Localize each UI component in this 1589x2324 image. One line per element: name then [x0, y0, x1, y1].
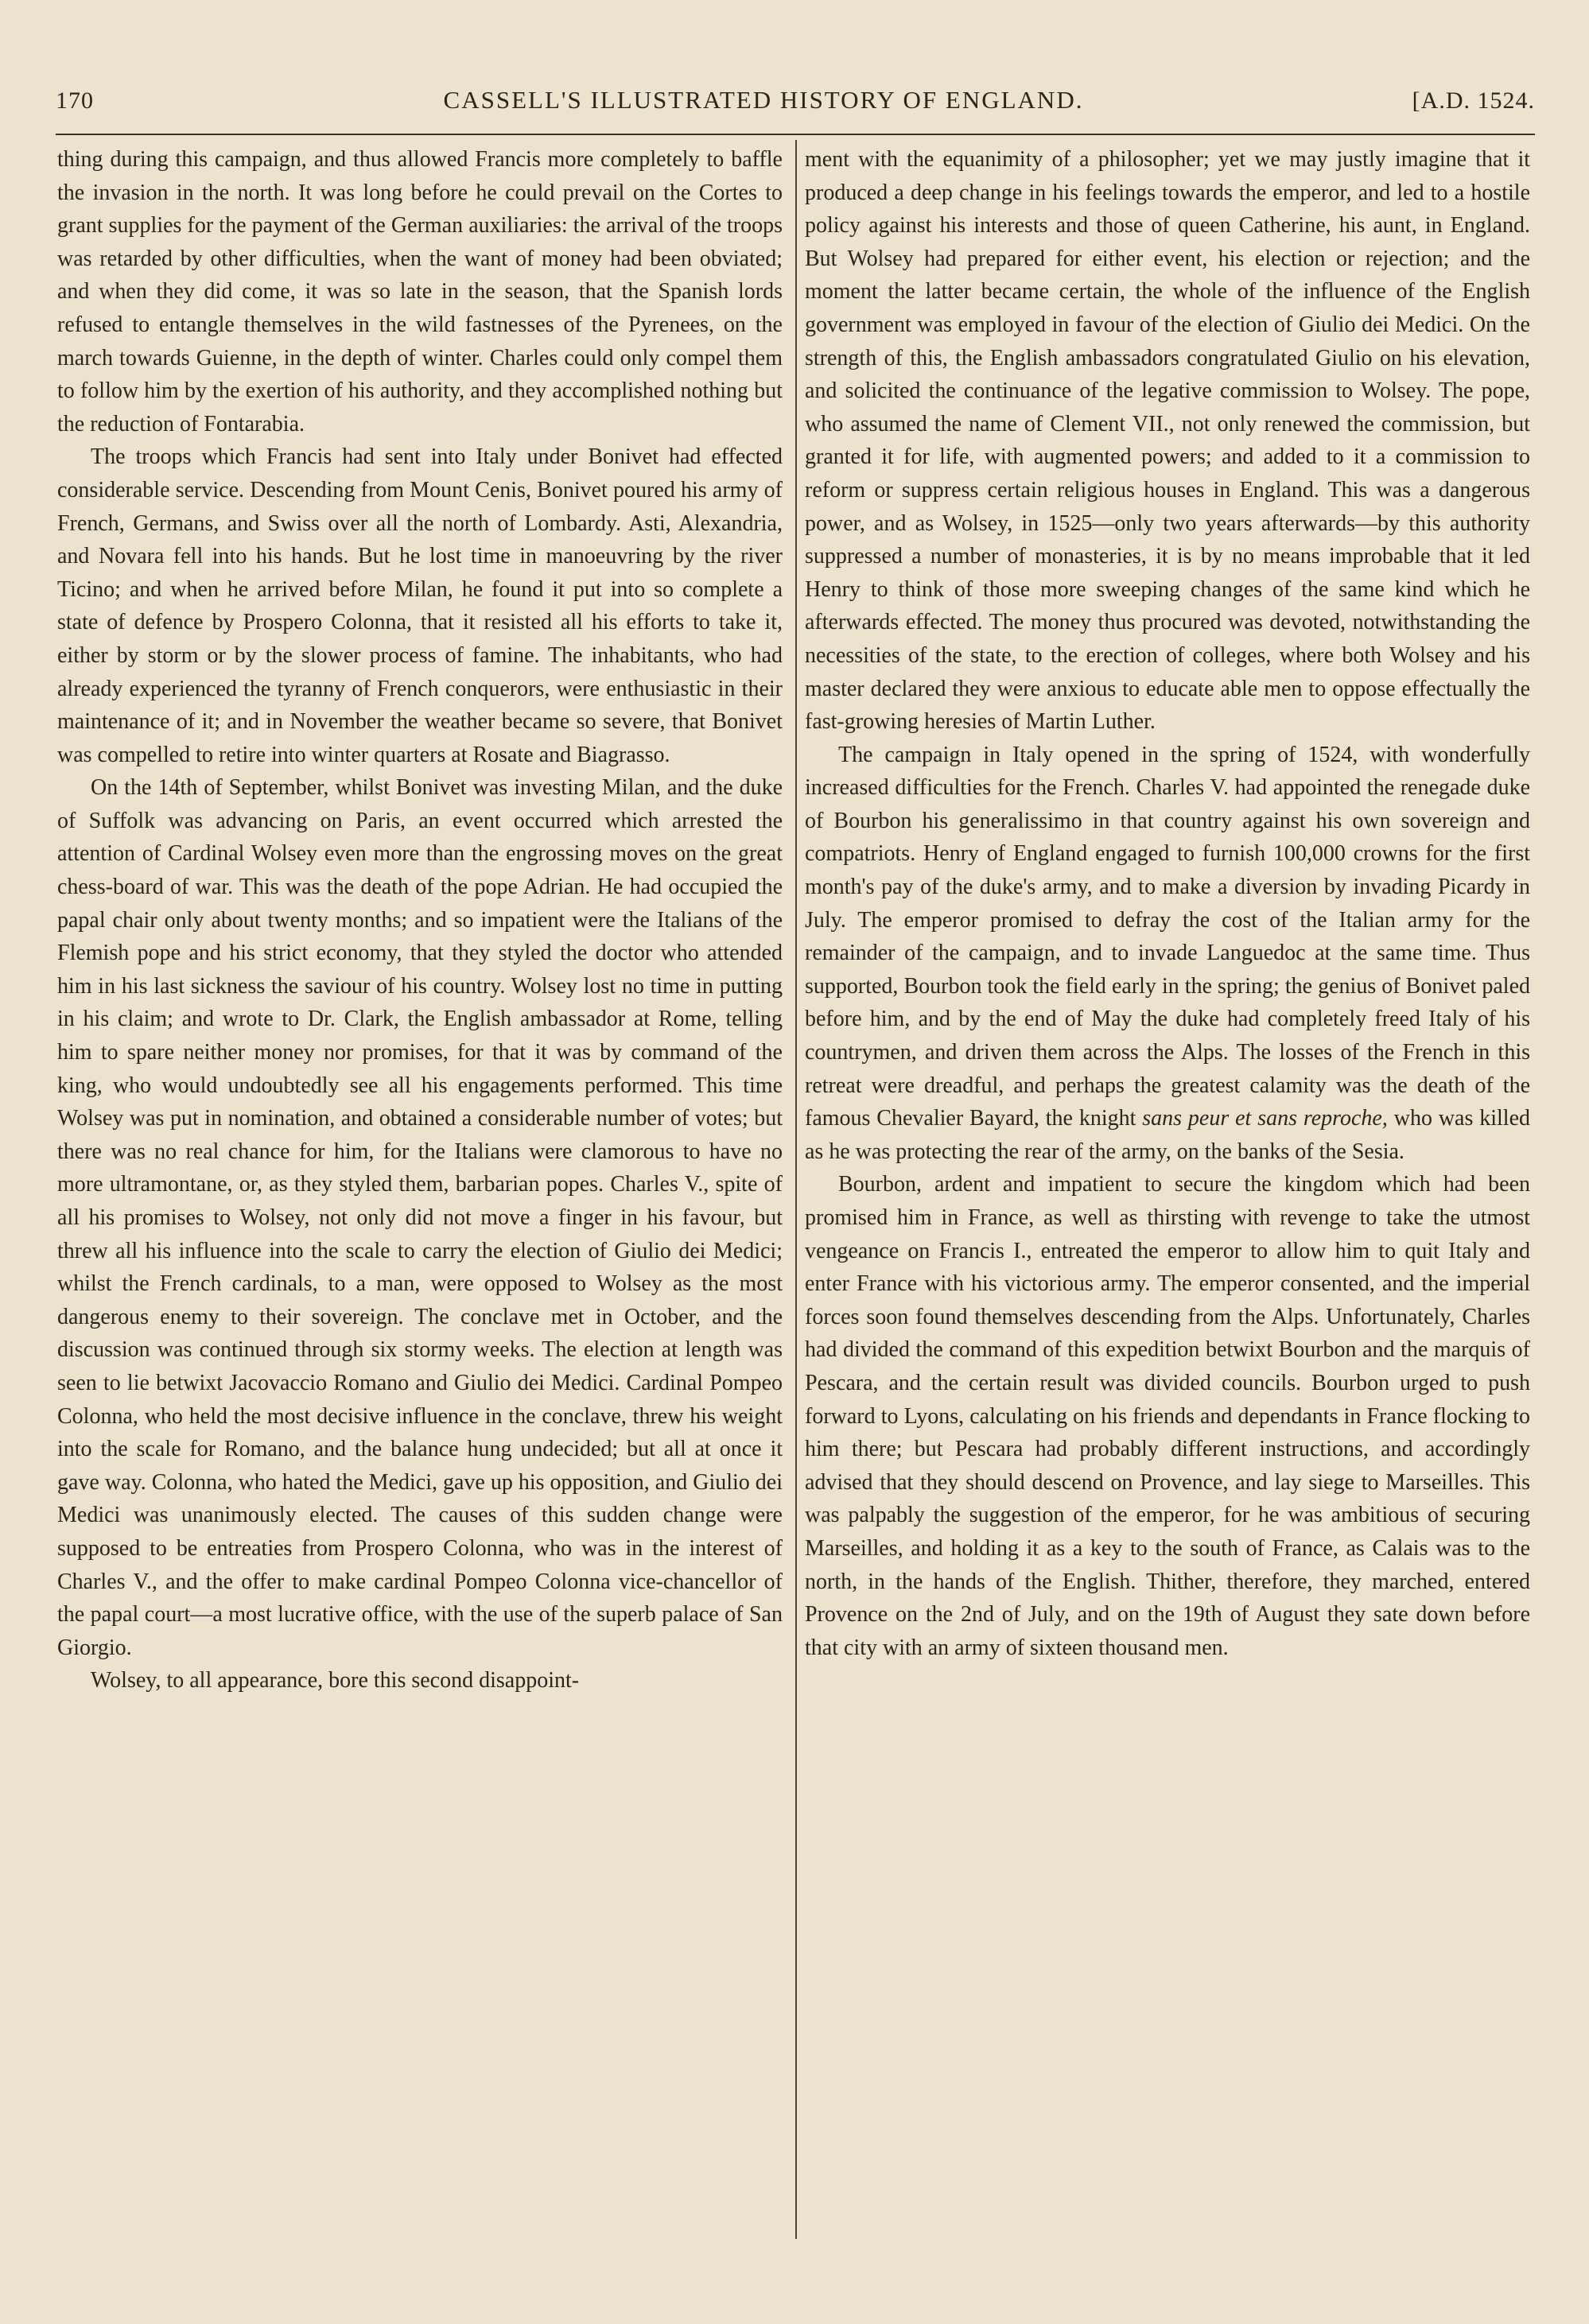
left-column: [57, 143, 783, 1697]
paragraph: [805, 739, 1530, 1169]
running-title: CASSELL'S ILLUSTRATED HISTORY OF ENGLAND.: [443, 86, 1084, 114]
paragraph: Wolsey, to all appearance, bore this second disappoint-: [91, 1668, 580, 1694]
column-rule: [795, 140, 797, 2239]
paragraph: The troops which Francis had sent into Italy under Bonivet had effected considerable service. Descending from Mount Cenis, Bonivet poured his army of French, Germans, and Swiss over all the north of Lombardy. Asti, Alexandria, and Novara fell into his hands. But he lost time in manoeuvring by the river Ticino; and when he arrived before Milan, he found it put into so complete a state of defence by Prospero Colonna, that it resisted all his efforts to take it, either by storm or by the slower process of famine. The inhabitants, who had already experienced the tyranny of French conquerors, were enthusiastic in their maintenance of it; and in November the weather became so severe, that Bonivet was compelled to retire into winter quarters at Rosate and Biagrasso.: [57, 444, 783, 767]
running-head: [56, 86, 1535, 130]
paragraph: Bourbon, ardent and impatient to secure the kingdom which had been promised him in France, as well as thirsting with revenge to take the utmost vengeance on Francis I., entreated the emperor to allow him to quit Italy and enter France with his victorious army. The emperor consented, and the imperial forces soon found themselves descending from the Alps. Unfortunately, Charles had divided the command of this expedition betwixt Bourbon and the marquis of Pescara, and the certain result was divided councils. Bourbon urged to push forward to Lyons, calculating on his friends and dependants in France flocking to him there; but Pescara had probably different instructions, and accordingly advised that they should descend on Provence, and lay siege to Marseilles. This was palpably the suggestion of the emperor, for he was ambitious of securing Marseilles, and holding it as a key to the south of France, as Calais was to the north, in the hands of the English. Thither, therefore, they marched, entered Provence on the 2nd of July, and on the 19th of August they sate down before that city with an army of sixteen thousand men.: [805, 1172, 1530, 1660]
italic-phrase: sans peur et sans reproche,: [1142, 1106, 1388, 1131]
running-date: [A.D. 1524.: [1412, 87, 1535, 114]
paragraph-text: who was killed as he was protecting the rear of the army, on the banks of the Sesia.: [805, 1106, 1531, 1164]
page-number: 170: [56, 87, 94, 114]
header-rule: [56, 134, 1535, 135]
paragraph: thing during this campaign, and thus allowed Francis more completely to baffle the invasion in the north. It was long before he could prevail on the Cortes to grant supplies for the payment of the German auxiliaries: the arrival of the troops was retarded by other difficulties, when the want of money had been obviated; and when they did come, it was so late in the season, that the Spanish lords refused to entangle themselves in the wild fastnesses of the Pyrenees, on the march towards Guienne, in the depth of winter. Charles could only compel them to follow him by the exertion of his authority, and they accomplished nothing but the reduction of Fontarabia.: [57, 147, 783, 436]
right-column: [805, 143, 1530, 1664]
paragraph: ment with the equanimity of a philosopher; yet we may justly imagine that it produced a deep change in his feelings towards the emperor, and led to a hostile policy against his interests and those of queen Catherine, his aunt, in England. But Wolsey had prepared for either event, his election or rejection; and the moment the latter became certain, the whole of the influence of the English government was employed in favour of the election of Giulio dei Medici. On the strength of this, the English ambassadors congratulated Giulio on his elevation, and solicited the continuance of the legative commission to Wolsey. The pope, who assumed the name of Clement VII., not only renewed the commission, but granted it for life, with augmented powers; and added to it a commission to reform or suppress certain religious houses in England. This was a dangerous power, and as Wolsey, in 1525—only two years afterwards—by this authority suppressed a number of monasteries, it is by no means improbable that it led Henry to think of those more sweeping changes of the same kind which he afterwards effected. The money thus procured was devoted, notwithstanding the necessities of the state, to the erection of colleges, where both Wolsey and his master declared they were anxious to educate able men to oppose effectually the fast-growing heresies of Martin Luther.: [805, 147, 1530, 735]
paragraph-text: The campaign in Italy opened in the spring of 1524, with wonderfully increased difficulties for the French. Charles V. had appointed the renegade duke of Bourbon his generalissimo in that country against his own sovereign and compatriots. Henry of England engaged to furnish 100,000 crowns for the first month's pay of the duke's army, and to make a diversion by invading Picardy in July. The emperor promised to defray the cost of the Italian army for the remainder of the campaign, and to invade Languedoc at the same time. Thus supported, Bourbon took the field early in the spring; the genius of Bonivet paled before him, and by the end of May the duke had completely freed Italy of his countrymen, and driven them across the Alps. The losses of the French in this retreat were dreadful, and perhaps the greatest calamity was the death of the famous Chevalier Bayard, the knight: [805, 742, 1530, 1131]
paragraph: On the 14th of September, whilst Bonivet was investing Milan, and the duke of Suffolk was advancing on Paris, an event occurred which arrested the attention of Cardinal Wolsey even more than the engrossing moves on the great chess-board of war. This was the death of the pope Adrian. He had occupied the papal chair only about twenty months; and so impatient were the Italians of the Flemish pope and his strict economy, that they styled the doctor who attended him in his last sickness the saviour of his country. Wolsey lost no time in putting in his claim; and wrote to Dr. Clark, the English ambassador at Rome, telling him to spare neither money nor promises, for that it was by command of the king, who would undoubtedly see all his engagements performed. This time Wolsey was put in nomination, and obtained a considerable number of votes; but there was no real chance for him, for the Italians were clamorous to have no more ultramontane, or, as they styled them, barbarian popes. Charles V., spite of all his promises to Wolsey, not only did not move a finger in his favour, but threw all his influence into the scale to carry the election of Giulio dei Medici; whilst the French cardinals, to a man, were opposed to Wolsey as the most dangerous enemy to their sovereign. The conclave met in October, and the discussion was continued through six stormy weeks. The election at length was seen to lie betwixt Jacovaccio Romano and Giulio dei Medici. Cardinal Pompeo Colonna, who held the most decisive influence in the conclave, threw his weight into the scale for Romano, and the balance hung undecided; but all at once it gave way. Colonna, who hated the Medici, gave up his opposition, and Giulio dei Medici was unanimously elected. The causes of this sudden change were supposed to be entreaties from Prospero Colonna, who was in the interest of Charles V., and the offer to make cardinal Pompeo Colonna vice-chancellor of the papal court—a most lucrative office, with the use of the superb palace of San Giorgio.: [57, 775, 783, 1660]
